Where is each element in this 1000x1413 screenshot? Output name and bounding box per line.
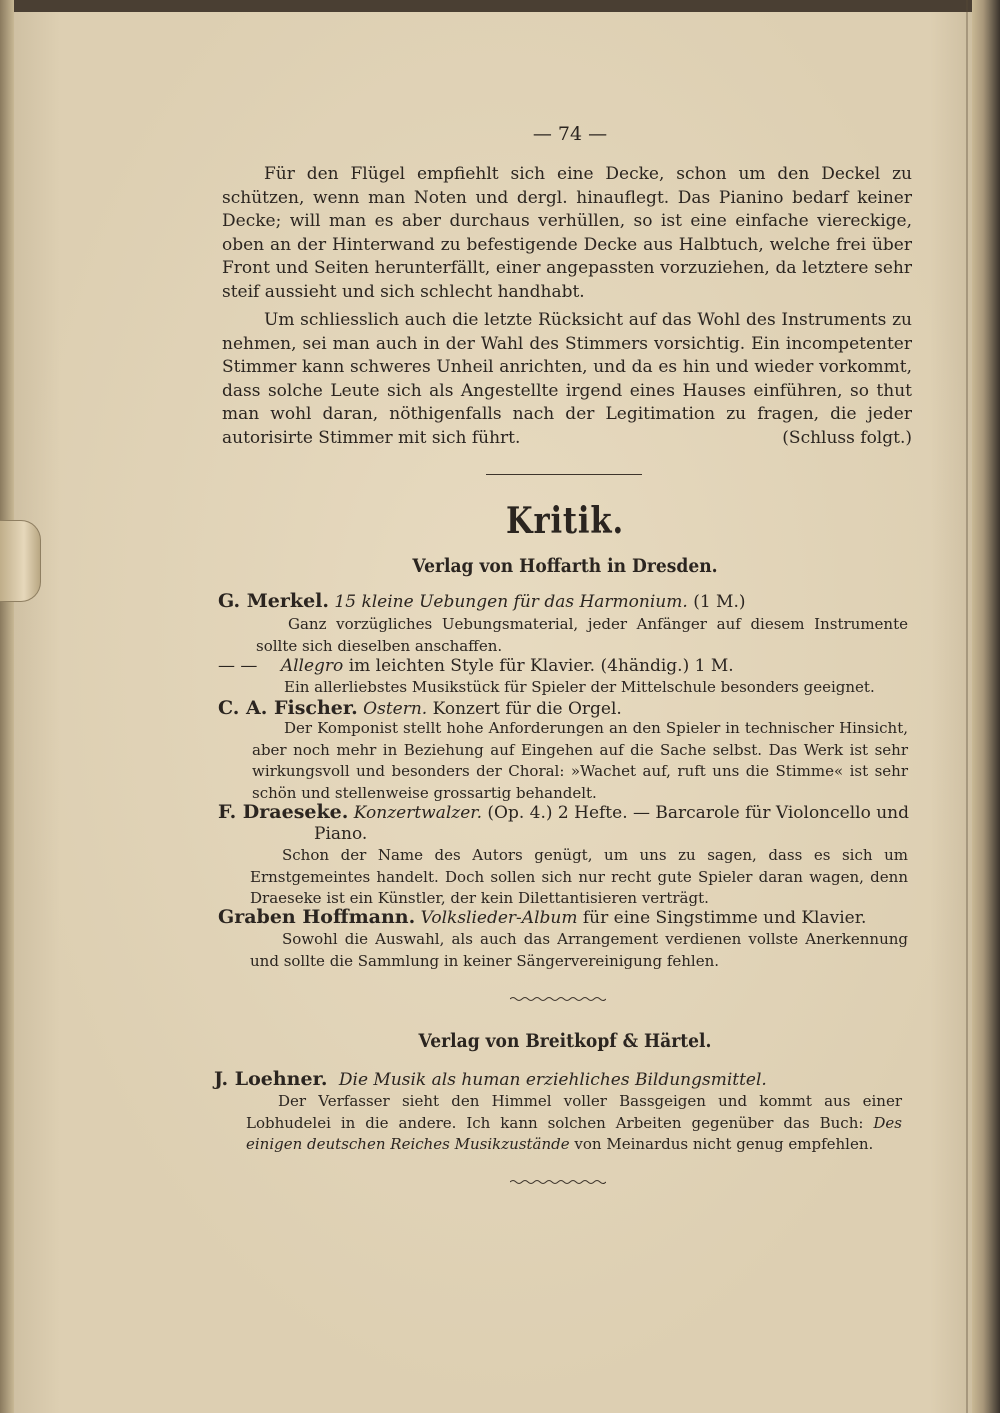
composer-name: Graben Hoffmann. bbox=[218, 906, 416, 928]
work-title: Die Musik als human erziehliches Bildungsmittel. bbox=[338, 1070, 767, 1090]
intro-paragraph-1: Für den Flügel empfiehlt sich eine Decke, schon um den Deckel zu schützen, wenn man Noten und dergl. hinauflegt. Das Pianino bedarf keiner Decke; will man es aber durchaus verhüllen, so ist eine einfache viereckige, oben an der Hinterwand zu befestigende Decke aus Halbtuch, welche frei über Front und Seiten herunterfällt, einer angepassten vorzuziehen, da letztere sehr steif aussieht und sich schlecht handhabt. bbox=[222, 164, 912, 302]
work-details: für eine Singstimme und Klavier. bbox=[582, 908, 867, 928]
page-right-edge bbox=[972, 0, 1000, 1413]
review-text-fischer: Der Komponist stellt hohe Anforderungen an den Spieler in technischer Hinsicht, aber noch mehr in Beziehung auf Eingehen auf die Sache selbst. Das Werk ist sehr wirkungsvoll und besonders der Choral: »Wachet auf, ruft uns die Stimme« ist sehr schön und stellenweise grossartig behandelt. bbox=[252, 719, 908, 802]
work-title: Ostern. bbox=[363, 699, 428, 719]
cited-book-title: Des einigen deutschen Reiches Musikzustände bbox=[246, 1113, 902, 1153]
review-entry-draeseke-cont: Piano. bbox=[314, 824, 368, 844]
page-number: — 74 — bbox=[532, 123, 608, 145]
binding-left-edge bbox=[0, 0, 14, 1413]
composer-name: G. Merkel. bbox=[218, 590, 329, 612]
review-entry-merkel-2 bbox=[218, 655, 918, 677]
review-text-merkel: Ganz vorzügliches Uebungsmaterial, jeder Anfänger auf diesem Instrumente sollte sich dieselben anschaffen. bbox=[256, 615, 908, 655]
work-details: Konzert für die Orgel. bbox=[432, 699, 622, 719]
work-title: Konzertwalzer. bbox=[353, 803, 482, 823]
work-details: im leichten Style für Klavier. (4händig.) 1 M. bbox=[348, 656, 734, 676]
work-details: (Op. 4.) 2 Hefte. — Barcarole für Violoncello und bbox=[487, 803, 909, 823]
continued-note: (Schluss folgt.) bbox=[782, 427, 912, 448]
review-text-merkel-2: Ein allerliebstes Musikstück für Spieler der Mittelschule besonders geeignet. bbox=[284, 678, 875, 696]
review-entry-hoffmann bbox=[218, 906, 918, 929]
review-entry-merkel bbox=[218, 590, 918, 613]
review-text-loehner bbox=[246, 1091, 902, 1156]
binding-top-edge bbox=[0, 0, 1000, 12]
review-entry-draeseke bbox=[218, 801, 918, 824]
wavy-divider bbox=[510, 1179, 606, 1185]
section-divider bbox=[486, 474, 642, 475]
publisher-heading-breitkopf: Verlag von Breitkopf & Härtel. bbox=[418, 1030, 712, 1052]
review-entry-fischer bbox=[218, 697, 918, 720]
composer-name: J. Loehner. bbox=[214, 1068, 328, 1090]
publisher-heading-hoffarth: Verlag von Hoffarth in Dresden. bbox=[412, 555, 718, 577]
composer-name: F. Draeseke. bbox=[218, 801, 349, 823]
composer-name: C. A. Fischer. bbox=[218, 697, 358, 719]
review-text-hoffmann: Sowohl die Auswahl, als auch das Arrangement verdienen vollste Anerkennung und sollte die Sammlung in keiner Sängervereinigung fehlen. bbox=[250, 930, 908, 970]
work-title: Allegro bbox=[280, 656, 344, 676]
section-title: Kritik. bbox=[506, 500, 624, 542]
intro-paragraph-2 bbox=[222, 309, 912, 450]
review-text-loehner-end: von Meinardus nicht genug empfehlen. bbox=[574, 1135, 874, 1153]
review-entry-loehner bbox=[214, 1068, 914, 1091]
ditto-dashes: — — bbox=[218, 656, 258, 676]
review-text-draeseke: Schon der Name des Autors genügt, um uns zu sagen, dass es sich um Ernstgemeintes handelt. Doch sollen sich nur recht gute Spieler daran wagen, denn Draeseke ist ein Künstler, der kein Dilettantisieren verträgt. bbox=[250, 846, 908, 907]
intro-paragraph-2-text: Um schliesslich auch die letzte Rücksicht auf das Wohl des Instruments zu nehmen, sei man auch in der Wahl des Stimmers vorsichtig. Ein incompetenter Stimmer kann schweres Unheil anrichten, und da es hin und wieder vorkommt, dass solche Leute sich als Angestellte irgend eines Hauses einführen, so thut man wohl daran, nöthigenfalls nach der Legitimation zu fragen, die jeder autorisirte Stimmer mit sich führt. bbox=[222, 310, 912, 448]
work-title: 15 kleine Uebungen für das Harmonium. bbox=[334, 592, 688, 612]
work-title: Volkslieder-Album bbox=[420, 908, 578, 928]
page-fold-line bbox=[966, 0, 968, 1413]
wavy-divider bbox=[510, 996, 606, 1002]
work-price: (1 M.) bbox=[693, 592, 746, 612]
binding-clip bbox=[0, 520, 41, 602]
review-text-loehner-start: Der Verfasser sieht den Himmel voller Bassgeigen und kommt aus einer Lobhudelei in die andere. Ich kann solchen Arbeiten gegenüber das Buch: bbox=[246, 1092, 902, 1132]
